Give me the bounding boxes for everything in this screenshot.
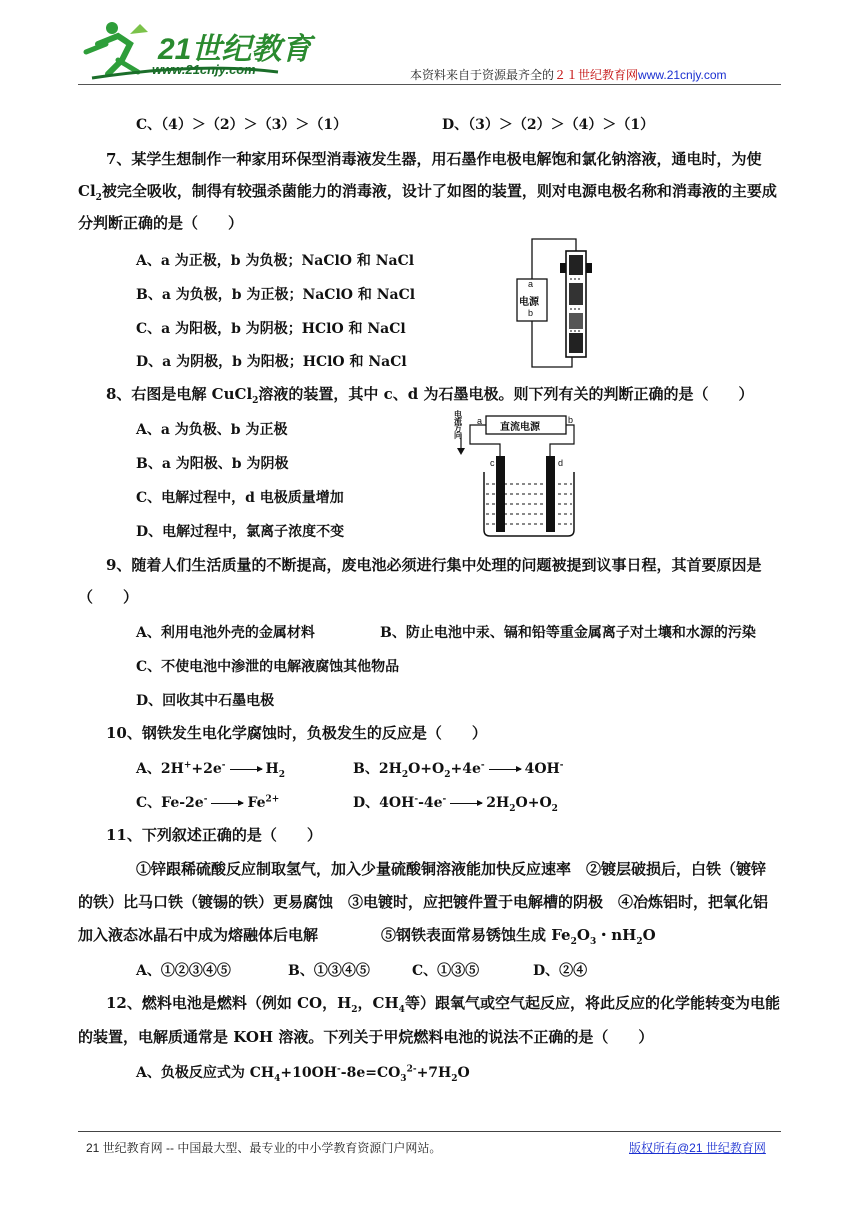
q6-option-d: D、（3）＞（2）＞（4）＞（1） xyxy=(442,117,655,133)
q8-stem: 8、右图是电解 CuCl$_2$溶液的装置，其中 c、d 为石墨电极。则下列有关的判断正确的是（ ） xyxy=(106,385,754,406)
q8-electrolysis-figure xyxy=(452,409,582,540)
q12-option-a: A、负极反应式为 $CH_4+10OH^--8e=CO_3^{2-}+7H_2O$ xyxy=(136,1064,470,1084)
q9-stem-line1: 9、随着人们生活质量的不断提高，废电池必须进行集中处理的问题被提到议事日程，其首要原因是 xyxy=(106,556,762,574)
q9-stem-line2: （ ） xyxy=(78,588,139,606)
q8-fig-c: c xyxy=(490,458,495,468)
q11-option-c: C、①③⑤ xyxy=(412,963,480,979)
q8-fig-source: 直流电源 xyxy=(500,422,540,433)
q8-option-d: D、电解过程中，氯离子浓度不变 xyxy=(136,524,345,540)
q11-option-a: A、①②③④⑤ xyxy=(136,963,231,979)
q7-fig-label: 电源 xyxy=(519,297,539,308)
q11-statement-line2: 的铁）比马口铁（镀锡的铁）更易腐蚀 ③电镀时，应把镀件置于电解槽的阴极 ④冶炼铝时，把氧化铝 xyxy=(78,893,769,911)
reaction-arrow-icon xyxy=(489,769,521,770)
q7-stem-line2: $Cl_2$被完全吸收，制得有较强杀菌能力的消毒液，设计了如图的装置，则对电源电极名称和消毒液的主要成 xyxy=(78,182,777,203)
q12-stem-line1: 12、燃料电池是燃料（例如 CO，$H_2$，$CH_4$等）跟氧气或空气起反应，将此反应的化学能转变为电能 xyxy=(106,994,780,1015)
q11-statement-line3b: ⑤钢铁表面常易锈蚀生成 $Fe_2O_3$・$nH_2O$ xyxy=(381,926,656,947)
q8-option-c: C、电解过程中，d 电极质量增加 xyxy=(136,490,344,506)
q7-electrolysis-figure xyxy=(510,237,600,371)
logo-text: 21世纪教育 xyxy=(158,33,312,66)
q10-option-a: A、2H++2e- $H_2$ xyxy=(136,760,286,780)
q6-option-c: C、（4）＞（2）＞（3）＞（1） xyxy=(136,117,348,133)
q9-option-a: A、利用电池外壳的金属材料 xyxy=(136,625,315,641)
q9-option-d: D、回收其中石墨电极 xyxy=(136,693,275,709)
q8-fig-flow: 电流方向 xyxy=(454,409,462,440)
q10-option-d: D、4OH--4e- $2H_2O+O_2$ xyxy=(353,794,558,814)
reaction-arrow-icon xyxy=(211,803,243,804)
header-url-link[interactable]: www.21cnjy.com xyxy=(638,68,727,82)
logo-url: www.21cnjy.com xyxy=(152,62,256,77)
q7-option-b: B、a 为负极，b 为正极；NaClO 和 NaCl xyxy=(136,287,416,303)
reaction-arrow-icon xyxy=(450,803,482,804)
q7-stem-line3: 分判断正确的是（ ） xyxy=(78,214,244,232)
q12-stem-line2: 的装置，电解质通常是 KOH 溶液。下列关于甲烷燃料电池的说法不正确的是（ ） xyxy=(78,1028,654,1046)
q7-option-c: C、a 为阳极，b 为阴极；HClO 和 NaCl xyxy=(136,321,406,337)
q7-stem-line1: 7、某学生想制作一种家用环保型消毒液发生器，用石墨作电极电解饱和氯化钠溶液，通电时，为使 xyxy=(106,150,762,168)
footer-text: 21 世纪教育网 -- 中国最大型、最专业的中小学教育资源门户网站。 xyxy=(86,1141,442,1155)
q10-option-c: C、Fe-2e- $Fe^{2+}$ xyxy=(136,794,280,811)
q11-stem: 11、下列叙述正确的是（ ） xyxy=(106,826,322,844)
site-logo xyxy=(78,14,318,84)
reaction-arrow-icon xyxy=(230,769,262,770)
q10-option-b: B、$2H_2O+O_2+4e^-$ 4OH- xyxy=(353,760,564,780)
header-divider xyxy=(78,84,781,85)
footer-copyright-link[interactable]: 版权所有@21 世纪教育网 xyxy=(629,1141,766,1155)
q11-statement-line1: ①锌跟稀硫酸反应制取氢气，加入少量硫酸铜溶液能加快反应速率 ②镀层破损后，白铁（镀锌 xyxy=(136,860,767,878)
q9-option-b: B、防止电池中汞、镉和铅等重金属离子对土壤和水源的污染 xyxy=(380,625,756,641)
q7-fig-b: b xyxy=(528,308,534,318)
q7-fig-a: a xyxy=(528,279,534,289)
footer-divider xyxy=(78,1131,781,1132)
q8-fig-a: a xyxy=(477,416,483,426)
q9-option-c: C、不使电池中渗泄的电解液腐蚀其他物品 xyxy=(136,659,400,675)
q7-option-d: D、a 为阴极，b 为阳极；HClO 和 NaCl xyxy=(136,354,407,370)
q7-option-a: A、a 为正极，b 为负极；NaClO 和 NaCl xyxy=(136,253,415,269)
header-note: 本资料来自于资源最齐全的２１世纪教育网www.21cnjy.com xyxy=(410,68,727,82)
q8-option-a: A、a 为负极、b 为正极 xyxy=(136,422,288,438)
q8-option-b: B、a 为阳极、b 为阴极 xyxy=(136,456,289,472)
q8-fig-b: b xyxy=(568,415,574,425)
q11-option-b: B、①③④⑤ xyxy=(288,963,370,979)
q11-option-d: D、②④ xyxy=(533,963,588,979)
q11-statement-line3a: 加入液态冰晶石中成为熔融体后电解 xyxy=(78,926,319,944)
q10-stem: 10、钢铁发生电化学腐蚀时，负极发生的反应是（ ） xyxy=(106,724,487,742)
q8-fig-d: d xyxy=(558,458,564,468)
header-site-link[interactable]: ２１世纪教育网 xyxy=(554,68,639,82)
